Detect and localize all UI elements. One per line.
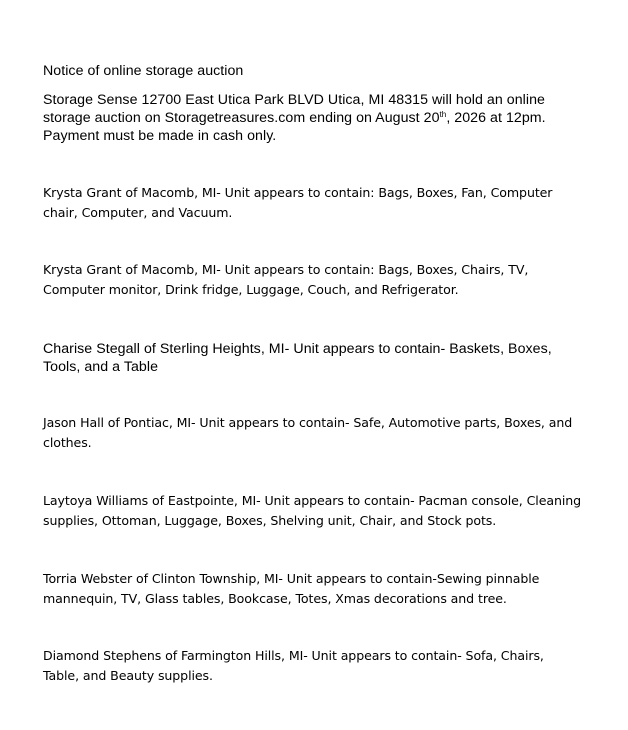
- unit-entry: Diamond Stephens of Farmington Hills, MI- Unit appears to contain- Sofa, Chairs, Table, and Beauty supplies.: [43, 648, 544, 683]
- intro-ordinal-suffix: th: [439, 110, 447, 119]
- unit-entry: Laytoya Williams of Eastpointe, MI- Unit appears to contain- Pacman console, Cleaning supplies, Ottoman, Luggage, Boxes, Shelving unit, Chair, and Stock pots.: [43, 493, 582, 528]
- intro-text-continued: , 2026 at 12pm. Payment must be made in cash only.: [43, 110, 546, 144]
- intro-text: Storage Sense 12700 East Utica Park BLVD Utica, MI 48315 will hold an online storage auction on Storagetreasures.com ending on August 20: [43, 92, 545, 126]
- unit-entry: Charise Stegall of Sterling Heights, MI- Unit appears to contain- Baskets, Boxes, Tools, and a Table: [43, 341, 552, 375]
- notice-title: Notice of online storage auction: [43, 63, 244, 79]
- unit-entry: Krysta Grant of Macomb, MI- Unit appears to contain: Bags, Boxes, Chairs, TV, Computer monitor, Drink fridge, Luggage, Couch, and Refrigerator.: [43, 262, 529, 297]
- unit-entry: Krysta Grant of Macomb, MI- Unit appears to contain: Bags, Boxes, Fan, Computer chair, Computer, and Vacuum.: [43, 185, 553, 220]
- unit-entry: Torria Webster of Clinton Township, MI- Unit appears to contain-Sewing pinnable mannequin, TV, Glass tables, Bookcase, Totes, Xmas decorations and tree.: [43, 571, 540, 606]
- unit-entry: Jason Hall of Pontiac, MI- Unit appears to contain- Safe, Automotive parts, Boxes, and clothes.: [43, 415, 573, 450]
- notice-intro: [43, 91, 591, 145]
